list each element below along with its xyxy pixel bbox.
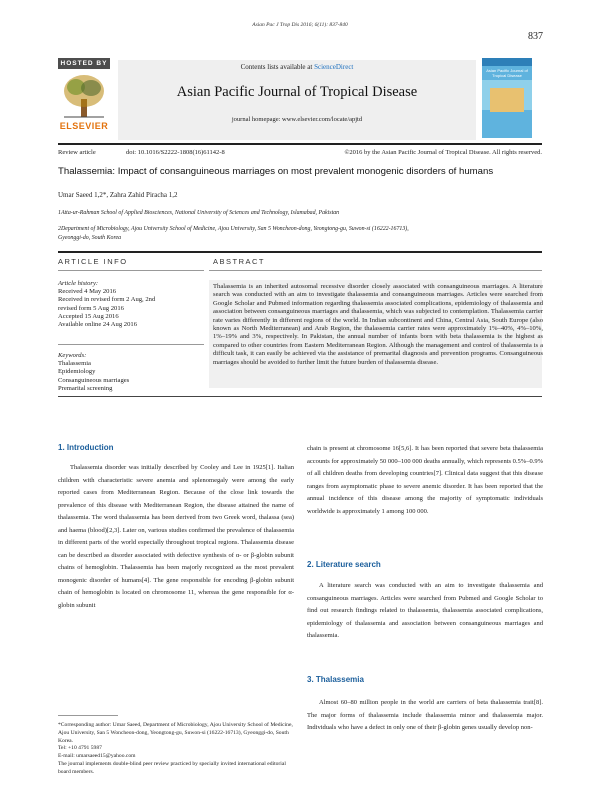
thalassemia-heading: 3. Thalassemia [307,675,364,684]
thalassemia-text: Almost 60–80 million people in the world are carriers of beta thalassemia trait[8]. The major forms of thalassemia include thalassemia minor and thalassemia major. Individuals who have a defect in only one of their β-globin genes usually develop non- [307,699,543,731]
history-item: Available online 24 Aug 2016 [58,321,137,329]
article-info-rule [58,270,204,271]
tree-icon [58,69,110,121]
footnote-rule [58,715,118,716]
keyword: Premarital screening [58,384,113,392]
history-item: revised form 5 Aug 2016 [58,304,124,312]
article-history [58,280,204,329]
affiliation-2-cont: Gyeonggi-do, South Korea [58,235,122,241]
sciencedirect-link[interactable]: ScienceDirect [314,63,354,71]
affiliation-2: 2Department of Microbiology, Ajou University School of Medicine, Ajou University, San 5 Woncheon-dong, Yeongtong-gu, Suwon-si (16222-16713), [58,226,409,232]
running-head: Asian Pac J Trop Dis 2016; 6(11): 837-840 [252,22,348,28]
page-number: 837 [528,31,543,42]
abstract-rule [209,270,542,271]
cover-title: Asian Pacific Journal of Tropical Disease [486,68,528,78]
history-item: Accepted 15 Aug 2016 [58,312,119,320]
telephone: Tel: +10 4791 5987 [58,745,102,752]
literature-search-heading: 2. Literature search [307,560,381,569]
contents-line [118,63,476,71]
header-rule [58,143,542,145]
abstract-heading: ABSTRACT [213,257,266,266]
history-item: Received 4 May 2016 [58,288,117,296]
history-label: Article history: [58,280,99,287]
article-title: Thalassemia: Impact of consanguineous marriages on most prevalent monogenic disorders of humans [58,166,494,177]
article-info-heading: ARTICLE INFO [58,257,128,266]
section-rule [58,251,542,253]
right-column-text: chain is present at chromosome 16[5,6]. It has been reported that severe beta thalassemia accounts for approximately 50 000–100 000 deaths annually, which represents 0.5%–0.9% of all children deaths from developing countries[7]. Clinical data suggest that this disease ranges from asymptomatic phase to severe anemic disorder. It has been reported that the annual incidence of this disease among the majority of symptomatic individuals worldwide is approximately 1 among 100 000. [307,445,543,515]
introduction-heading: 1. Introduction [58,443,114,452]
body-rule [58,396,542,397]
literature-search-text: A literature search was conducted with an aim to investigate thalassemia and consanguineous marriages. Articles were searched from Pubmed and Google Scholar to find out research findings related to thalassemia, thalassemia associated complications, epidemiology of thalassemia and association between consanguineous marriages and thalassemia. [307,582,543,639]
article-type: Review article [58,149,96,156]
elsevier-wordmark: ELSEVIER [59,121,109,131]
email[interactable]: E-mail: umarsaeed15@yahoo.com [58,753,136,760]
keyword: Consanguineous marriages [58,376,130,384]
keywords-rule [58,344,204,345]
hosted-by-label: HOSTED BY [58,58,110,69]
journal-homepage[interactable]: journal homepage: www.elsevier.com/locate/apjtd [231,116,363,123]
abstract-text: Thalassemia is an inherited autosomal recessive disorder closely associated with consanguineous marriages. A literature search was conducted with an aim to investigate thalassemia and consanguineous marriages. Articles were searched from Google Scholar and Pubmed information regarding thalassemia associated complications, epidemiology of thalassemia and association between consanguineous marriages and thalassemia, which was subjected to contemplation. Thalassemia carrier rate varies differently in different regions of the world. In Indian subcontinent and China, Central Asia, South Europe (also known as North Mediterranean) and Arab Region, the thalassemia carrier rates were approximately 1%–40%, 4%–10%, 1%–19% and 3%, respectively. In Pakistan, the annual number of infants born with beta thalassemia is the highest as compared to other countries from Eastern Mediterranean Region. Although the management and control of thalassemia is a difficult task, it can easily be achieved via the assistance of premarital diagnosis and prevention programs. Consanguineous marriages should be avoided to further limit the future burden of thalassemia disease. [213,283,543,366]
elsevier-logo [58,58,110,140]
footnote [58,722,294,777]
journal-title: Asian Pacific Journal of Tropical Disease [176,84,418,100]
keywords-label: Keywords: [58,352,87,359]
peer-review-note: The journal implements double-blind peer review practiced by specially invited international editorial board members. [58,760,286,775]
corresponding-author: *Corresponding author: Umar Saeed, Department of Microbiology, Ajou University School of Medicine, Ajou University, San 5 Woncheon-dong, Yeongtong-gu, Suwon-si (16222-16713), Gyeonggi-do, South Korea. [58,722,293,744]
contents-prefix: Contents lists available at [240,63,313,71]
authors: Umar Saeed 1,2*, Zahra Zahid Piracha 1,2 [58,191,178,199]
doi[interactable]: doi: 10.1016/S2222-1808(16)61142-8 [126,149,225,156]
journal-cover-image [482,58,532,138]
history-item: Received in revised form 2 Aug, 2nd [58,296,156,304]
introduction-text: Thalassemia disorder was initially described by Cooley and Lee in 1925[1]. Italian children with characteristic severe anemia and splenomegaly were among the early reported cases from Mediterranean Region. Because of the close link towards the prevalence of this disease with Mediterranean Region, the disease attained the name of thalassemia. The word thalassemia has been derived from two Greek word, thalassa (sea) and haema (blood)[2,3]. Later on, various studies confirmed the prevalence of thalassemia in different parts of the world especially throughout tropical regions. Thalassemia disease can be described as disorder associated with defective synthesis of α- or β-globin subunit chains of hemoglobin. Thalassemia has been majorly recognized as the most prevalent monogenic disorder of humans[4]. The gene responsible for encoding β-globin subunit chain of hemoglobin is located on chromosome 11, whereas the gene responsible for α-globin subunit [58,464,294,609]
copyright: ©2016 by the Asian Pacific Journal of Tropical Disease. All rights reserved. [344,149,542,156]
keyword: Thalassemia [58,360,91,368]
keyword: Epidemiology [58,368,96,376]
keywords-block [58,352,204,393]
affiliation-1: 1Atta-ur-Rahman School of Applied Biosciences, National University of Sciences and Technology, Islamabad, Pakistan [58,210,340,216]
